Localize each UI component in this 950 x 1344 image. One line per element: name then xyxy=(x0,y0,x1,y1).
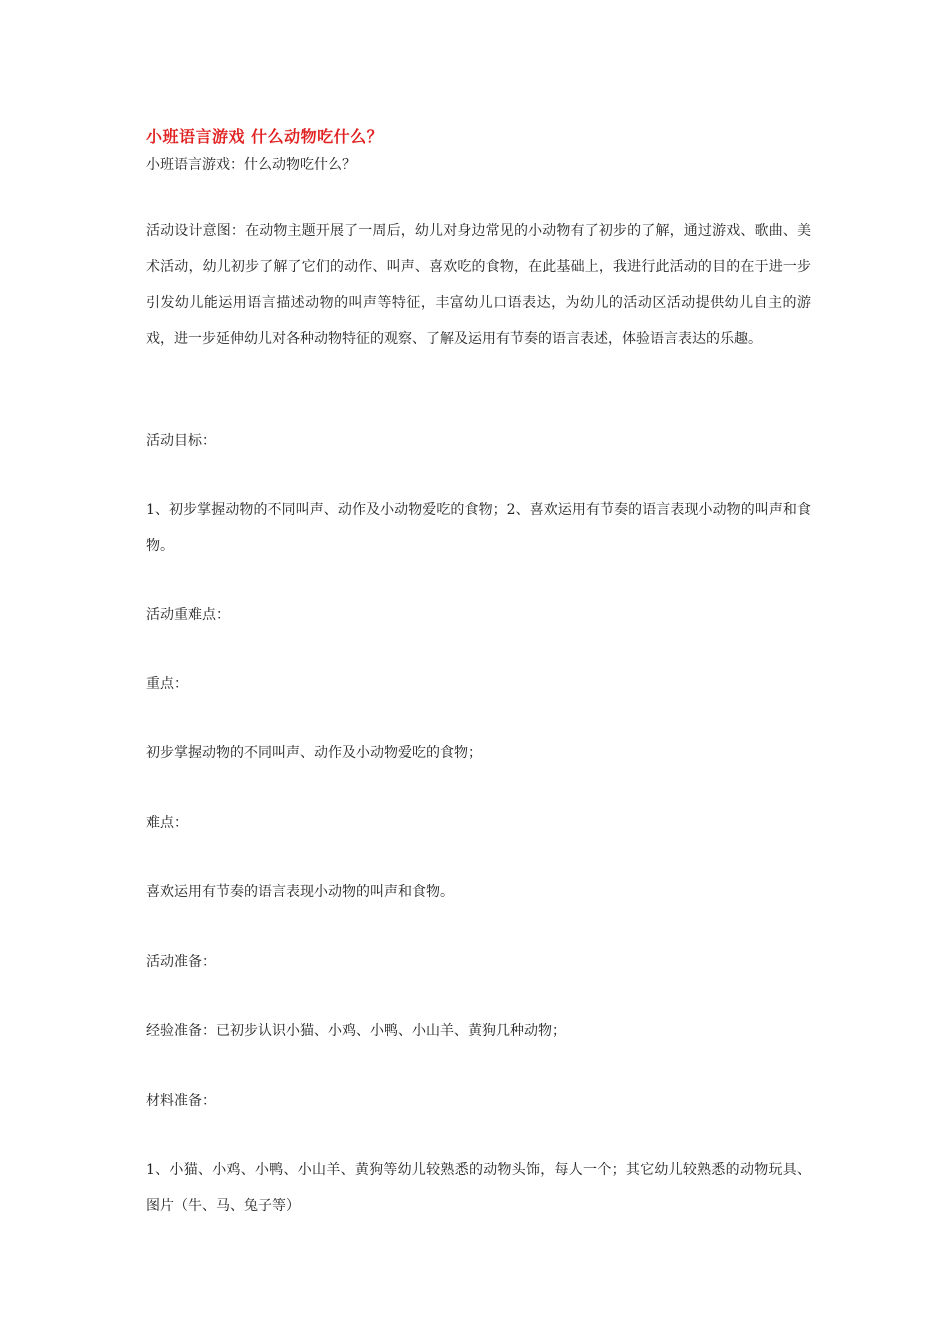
paragraph-difficult-point: 喜欢运用有节奏的语言表现小动物的叫声和食物。 xyxy=(146,884,454,900)
heading-difficult-point: 难点： xyxy=(146,815,188,831)
paragraph-activity-goals: 1、初步掌握动物的不同叫声、动作及小动物爱吃的食物；2、喜欢运用有节奏的语言表现小动物的叫声和食物。 xyxy=(146,502,811,554)
paragraph-experience-preparation: 经验准备：已初步认识小猫、小鸡、小鸭、小山羊、黄狗几种动物； xyxy=(146,1023,566,1039)
heading-key-difficult-points: 活动重难点： xyxy=(146,607,230,623)
heading-key-point: 重点： xyxy=(146,676,188,692)
paragraph-key-point: 初步掌握动物的不同叫声、动作及小动物爱吃的食物； xyxy=(146,745,482,761)
paragraph-material-list: 1、小猫、小鸡、小鸭、小山羊、黄狗等幼儿较熟悉的动物头饰，每人一个；其它幼儿较熟悉的动物玩具、图片（牛、马、兔子等） xyxy=(146,1162,811,1214)
heading-activity-goals: 活动目标： xyxy=(146,433,216,449)
heading-material-preparation: 材料准备： xyxy=(146,1093,216,1109)
paragraph-design-intent: 活动设计意图：在动物主题开展了一周后，幼儿对身边常见的小动物有了初步的了解，通过游戏、歌曲、美术活动，幼儿初步了解了它们的动作、叫声、喜欢吃的食物，在此基础上，我进行此活动的目的在于进一步引发幼儿能运用语言描述动物的叫声等特征，丰富幼儿口语表达，为幼儿的活动区活动提供幼儿自主的游戏，进一步延伸幼儿对各种动物特征的观察、了解及运用有节奏的语言表述，体验语言表达的乐趣。 xyxy=(146,223,811,347)
document-subtitle: 小班语言游戏：什么动物吃什么？ xyxy=(146,157,356,173)
heading-activity-preparation: 活动准备： xyxy=(146,954,216,970)
document-title: 小班语言游戏 什么动物吃什么？ xyxy=(146,127,384,146)
